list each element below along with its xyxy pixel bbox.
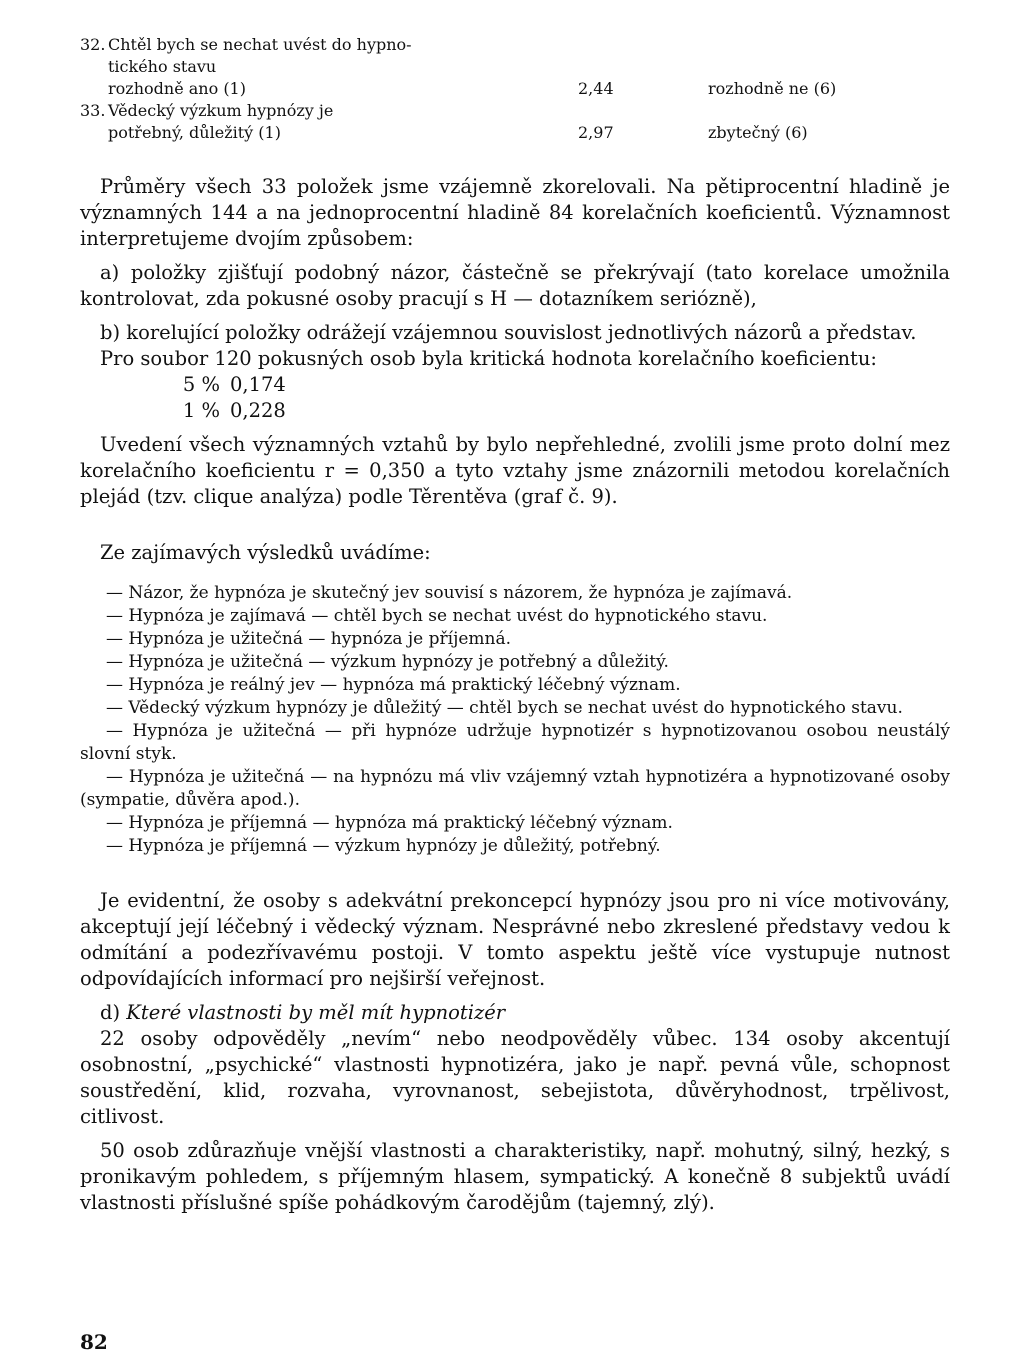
item-number: 32. bbox=[80, 35, 106, 54]
list-item: — Hypnóza je užitečná — na hypnózu má vliv vzájemný vztah hypnotizéra a hypnotizované osoby (sympatie, důvěra apod.). bbox=[80, 767, 950, 810]
item-32-cont bbox=[80, 56, 950, 78]
list-item: — Názor, že hypnóza je skutečný jev souvisí s názorem, že hypnóza je zajímavá. bbox=[106, 583, 793, 603]
item-text: tického stavu bbox=[108, 57, 217, 76]
list-item: — Hypnóza je příjemná — výzkum hypnózy je důležitý, potřebný. bbox=[106, 836, 661, 856]
item-left-anchor: potřebný, důležitý (1) bbox=[108, 123, 281, 142]
paragraph-method: Uvedení všech významných vztahů by bylo nepřehledné, zvolili jsme proto dolní mez korelačního koeficientu r = 0,350 a tyto vztahy jsme znázornili metodou korelačních plejád (tzv. clique analýza) podle Těrentěva (graf č. 9). bbox=[80, 433, 950, 508]
list-item: — Hypnóza je reálný jev — hypnóza má praktický léčebný význam. bbox=[106, 675, 681, 695]
page-content bbox=[80, 34, 950, 1216]
item-number: 33. bbox=[80, 101, 106, 120]
paragraph-responses: 22 osoby odpověděly „nevím“ nebo neodpověděly vůbec. 134 osoby akcentují osobnostní, „psychické“ vlastnosti hypnotizéra, jako je např. pevná vůle, schopnost soustředění, klid, rozvaha, vyrovnanost, sebejistota, důvěryhodnost, trpělivost, citlivost. bbox=[80, 1027, 950, 1128]
list-item: — Hypnóza je užitečná — výzkum hypnózy je potřebný a důležitý. bbox=[106, 652, 669, 672]
critical-value: 0,228 bbox=[230, 399, 286, 422]
item-mean: 2,97 bbox=[578, 123, 614, 142]
item-33 bbox=[80, 100, 950, 122]
paragraph-correlations: Průměry všech 33 položek jsme vzájemně zkorelovali. Na pětiprocentní hladině je významných 144 a na jednoprocentní hladině 84 korelačních koeficientů. Významnost interpretujeme dvojím způsobem: bbox=[80, 175, 950, 250]
section-label: d) bbox=[100, 1001, 121, 1024]
list-item: — Hypnóza je užitečná — hypnóza je příjemná. bbox=[106, 629, 512, 649]
list-item: — Vědecký výzkum hypnózy je důležitý — chtěl bych se nechat uvést do hypnotického stavu. bbox=[106, 698, 903, 718]
item-right-anchor: zbytečný (6) bbox=[708, 123, 808, 142]
critical-value: 0,174 bbox=[230, 373, 286, 396]
item-32 bbox=[80, 34, 950, 56]
questionnaire-items bbox=[80, 34, 950, 144]
item-32-scale bbox=[80, 78, 950, 100]
section-title: Které vlastnosti by měl mít hypnotizér bbox=[126, 1001, 506, 1024]
critical-value-row bbox=[80, 372, 950, 398]
item-left-anchor: rozhodně ano (1) bbox=[108, 79, 246, 98]
results-list bbox=[80, 582, 950, 858]
significance-level: 1 % bbox=[182, 399, 220, 422]
paragraph-critical-value: Pro soubor 120 pokusných osob byla kritická hodnota korelačního koeficientu: bbox=[100, 347, 878, 370]
page-number: 82 bbox=[80, 1330, 108, 1354]
significance-level: 5 % bbox=[182, 373, 220, 396]
paragraph-point-b: b) korelující položky odrážejí vzájemnou souvislost jednotlivých názorů a představ. bbox=[100, 321, 917, 344]
item-text: Vědecký výzkum hypnózy je bbox=[108, 101, 334, 120]
section-d-heading bbox=[80, 1000, 950, 1026]
list-item: — Hypnóza je příjemná — hypnóza má praktický léčebný význam. bbox=[106, 813, 673, 833]
paragraph-conclusion: Je evidentní, že osoby s adekvátní prekoncepcí hypnózy jsou pro ni více motivovány, akceptují její léčebný i vědecký význam. Nesprávné nebo zkreslené představy vedou k odmítání a podezřívavému postoji. V tomto aspektu ještě více vystupuje nutnost odpovídajících informací pro nejširší veřejnost. bbox=[80, 889, 950, 990]
item-right-anchor: rozhodně ne (6) bbox=[708, 79, 837, 98]
critical-value-row bbox=[80, 398, 950, 424]
results-heading: Ze zajímavých výsledků uvádíme: bbox=[100, 541, 431, 564]
list-item: — Hypnóza je zajímavá — chtěl bych se nechat uvést do hypnotického stavu. bbox=[106, 606, 768, 626]
paragraph-external: 50 osob zdůrazňuje vnější vlastnosti a charakteristiky, např. mohutný, silný, hezký, s pronikavým pohledem, s příjemným hlasem, sympatický. A konečně 8 subjektů uvádí vlastnosti příslušné spíše pohádkovým čarodějům (tajemný, zlý). bbox=[80, 1139, 950, 1214]
paragraph-point-a: a) položky zjišťují podobný názor, částečně se překrývají (tato korelace umožnila kontrolovat, zda pokusné osoby pracují s H — dotazníkem seriózně), bbox=[80, 261, 950, 310]
body-text bbox=[80, 174, 950, 1216]
list-item: — Hypnóza je užitečná — při hypnóze udržuje hypnotizér s hypnotizovanou osobou neustálý slovní styk. bbox=[80, 721, 950, 764]
item-text: Chtěl bych se nechat uvést do hypno- bbox=[108, 35, 412, 54]
item-33-scale bbox=[80, 122, 950, 144]
item-mean: 2,44 bbox=[578, 79, 614, 98]
